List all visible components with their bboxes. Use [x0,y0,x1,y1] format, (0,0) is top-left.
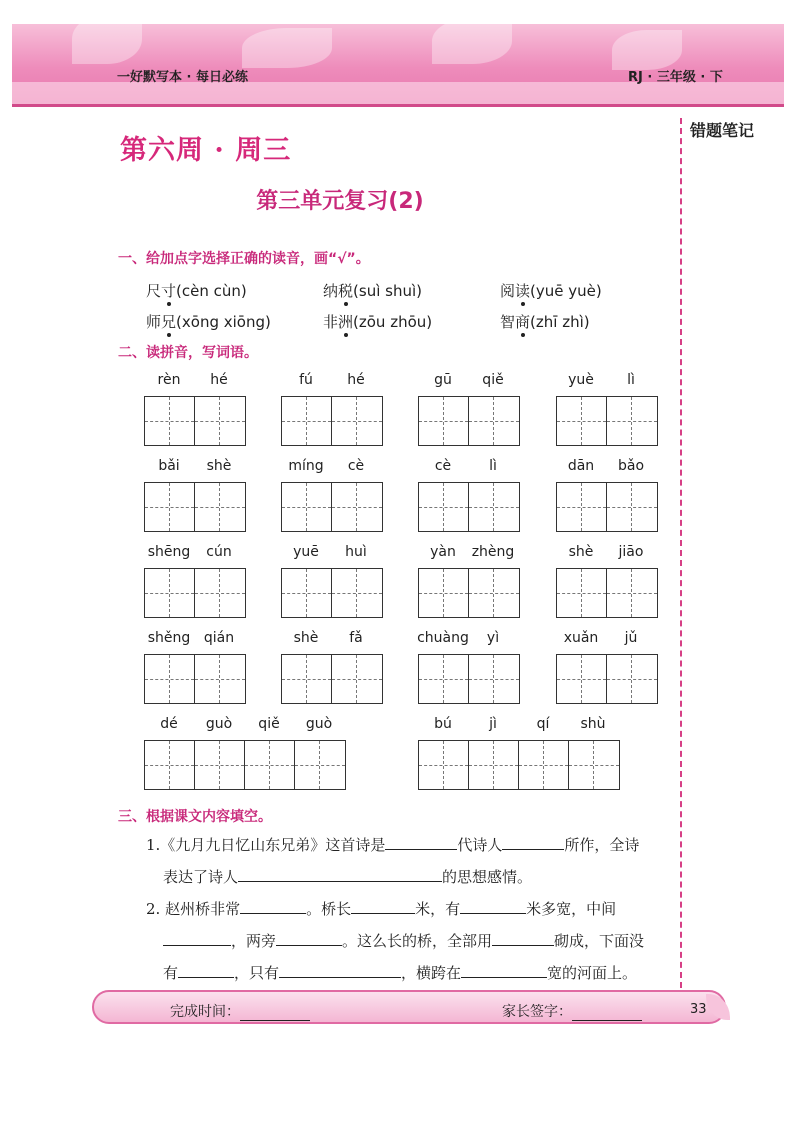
pinyin-label: zhèng [471,544,515,560]
pinyin-label: bú [434,716,452,732]
pinyin-label: jǔ [624,630,638,646]
pinyin-label: cè [347,458,365,474]
pinyin-label: hé [210,372,228,388]
parent-signature: 家长签字： [502,1001,642,1021]
pinyin-label: qí [536,716,550,732]
petal-decoration [612,30,682,70]
pinyin-label: cè [434,458,452,474]
answer-blank[interactable] [502,834,564,850]
choice-item: 阅读(yuē yuè) [500,282,602,300]
writing-cell[interactable] [557,397,607,445]
writing-cell[interactable] [145,397,195,445]
pinyin-label: hé [347,372,365,388]
writing-cell[interactable] [419,483,469,531]
grade-label: RJ · 三年级 · 下 [628,70,723,85]
writing-cell[interactable] [195,483,245,531]
writing-boxes[interactable] [556,568,658,618]
writing-boxes[interactable] [418,740,620,790]
writing-cell[interactable] [469,397,519,445]
pinyin-label: chuàng [417,630,469,646]
writing-cell[interactable] [607,483,657,531]
answer-blank[interactable] [460,898,526,914]
answer-blank[interactable] [279,962,401,978]
answer-blank[interactable] [178,962,234,978]
pinyin-label: shè [206,458,232,474]
writing-boxes[interactable] [281,396,383,446]
writing-cell[interactable] [282,483,332,531]
pinyin-label: lì [489,458,497,474]
writing-boxes[interactable] [418,396,520,446]
writing-cell[interactable] [282,569,332,617]
choice-item: 尺寸(cèn cùn) [146,282,247,300]
writing-boxes[interactable] [144,654,246,704]
answer-blank[interactable] [163,930,231,946]
writing-boxes[interactable] [556,396,658,446]
writing-boxes[interactable] [281,654,383,704]
answer-blank[interactable] [385,834,457,850]
pinyin-label: fú [299,372,313,388]
pinyin-label: shěng [147,630,191,646]
writing-cell[interactable] [295,741,345,789]
writing-boxes[interactable] [144,396,246,446]
pinyin-label: yuē [293,544,319,560]
pinyin-label: qián [203,630,235,646]
pinyin-label: gū [434,372,452,388]
unit-title: 第三单元复习(2) [256,189,424,214]
writing-cell[interactable] [332,397,382,445]
side-note-title: 错题笔记 [690,121,755,140]
writing-cell[interactable] [607,397,657,445]
choice-item: 师兄(xōng xiōng) [146,313,271,331]
pinyin-label: bǎo [617,458,645,474]
writing-cell[interactable] [469,483,519,531]
pinyin-label: bǎi [158,458,180,474]
pinyin-label: jiāo [618,544,644,560]
pinyin-label: rèn [157,372,181,388]
pinyin-label: xuǎn [563,630,599,646]
writing-cell[interactable] [282,397,332,445]
writing-boxes[interactable] [418,654,520,704]
writing-cell[interactable] [419,397,469,445]
writing-cell[interactable] [557,655,607,703]
writing-cell[interactable] [419,569,469,617]
writing-boxes[interactable] [418,568,520,618]
pinyin-label: shè [293,630,319,646]
petal-decoration [72,24,142,64]
writing-boxes[interactable] [144,482,246,532]
writing-cell[interactable] [195,397,245,445]
pinyin-label: míng [288,458,324,474]
writing-boxes[interactable] [281,568,383,618]
writing-cell[interactable] [145,569,195,617]
answer-blank[interactable] [240,898,306,914]
writing-boxes[interactable] [144,568,246,618]
writing-cell[interactable] [419,655,469,703]
pinyin-label: dé [160,716,178,732]
answer-blank[interactable] [276,930,342,946]
writing-cell[interactable] [469,569,519,617]
writing-cell[interactable] [195,741,245,789]
writing-boxes[interactable] [418,482,520,532]
pinyin-label: guò [205,716,233,732]
pinyin-label: yuè [568,372,594,388]
pinyin-label: dān [567,458,595,474]
choice-item: 智商(zhī zhì) [500,313,590,331]
pinyin-label: guò [305,716,333,732]
choice-item: 非洲(zōu zhōu) [323,313,433,331]
writing-cell[interactable] [195,569,245,617]
pinyin-label: fǎ [349,630,363,646]
pinyin-label: cún [206,544,232,560]
writing-boxes[interactable] [144,740,346,790]
pinyin-label: qiě [258,716,280,732]
section3-title: 三、根据课文内容填空。 [118,809,272,825]
writing-cell[interactable] [195,655,245,703]
writing-cell[interactable] [332,483,382,531]
fill-question-2-line2: ，两旁 。这么长的桥，全部用 砌成，下面没 [163,930,644,951]
writing-cell[interactable] [469,655,519,703]
writing-cell[interactable] [469,741,519,789]
pinyin-label: shù [580,716,606,732]
week-title: 第六周 · 周三 [120,135,292,166]
writing-cell[interactable] [419,741,469,789]
header-banner [12,24,784,104]
section1-title: 一、给加点字选择正确的读音，画“√”。 [118,251,370,267]
pinyin-label: shè [568,544,594,560]
writing-cell[interactable] [569,741,619,789]
petal-decoration [242,28,332,68]
writing-cell[interactable] [145,483,195,531]
fill-question-1-line2: 表达了诗人 的思想感情。 [163,868,533,886]
fill-question-1-line1: 1.《九月九日忆山东兄弟》这首诗是 代诗人 所作，全诗 [146,836,640,854]
pinyin-label: lì [627,372,635,388]
pinyin-label: huì [345,544,367,560]
margin-dashed-line [680,118,682,988]
time-blank[interactable] [240,1007,310,1021]
book-title: 一好默写本 · 每日必练 [117,70,248,85]
writing-boxes[interactable] [556,482,658,532]
writing-cell[interactable] [145,741,195,789]
writing-cell[interactable] [519,741,569,789]
writing-cell[interactable] [332,655,382,703]
petal-decoration [432,24,512,64]
completion-time: 完成时间： [170,1001,310,1021]
pinyin-label: yì [486,630,500,646]
pinyin-label: shēng [147,544,191,560]
answer-blank[interactable] [492,930,554,946]
writing-cell[interactable] [332,569,382,617]
fill-question-2-line1: 2. 赵州桥非常 。桥长 米，有 米多宽，中间 [146,900,617,918]
writing-boxes[interactable] [556,654,658,704]
fill-question-2-line3: 有 ，只有 ，横跨在 宽的河面上。 [163,964,638,982]
writing-cell[interactable] [607,655,657,703]
header-divider [12,104,784,107]
page-number: 33 [690,1002,707,1017]
pinyin-label: jì [489,716,497,732]
pinyin-label: yàn [430,544,456,560]
writing-cell[interactable] [607,569,657,617]
answer-blank[interactable] [351,898,415,914]
section2-title: 二、读拼音，写词语。 [118,345,258,361]
signature-blank[interactable] [572,1007,642,1021]
writing-cell[interactable] [557,569,607,617]
answer-blank[interactable] [238,866,442,882]
choice-item: 纳税(suì shuì) [323,282,422,300]
pinyin-label: qiě [482,372,504,388]
writing-cell[interactable] [557,483,607,531]
answer-blank[interactable] [461,962,547,978]
writing-cell[interactable] [245,741,295,789]
writing-cell[interactable] [145,655,195,703]
writing-boxes[interactable] [281,482,383,532]
writing-cell[interactable] [282,655,332,703]
